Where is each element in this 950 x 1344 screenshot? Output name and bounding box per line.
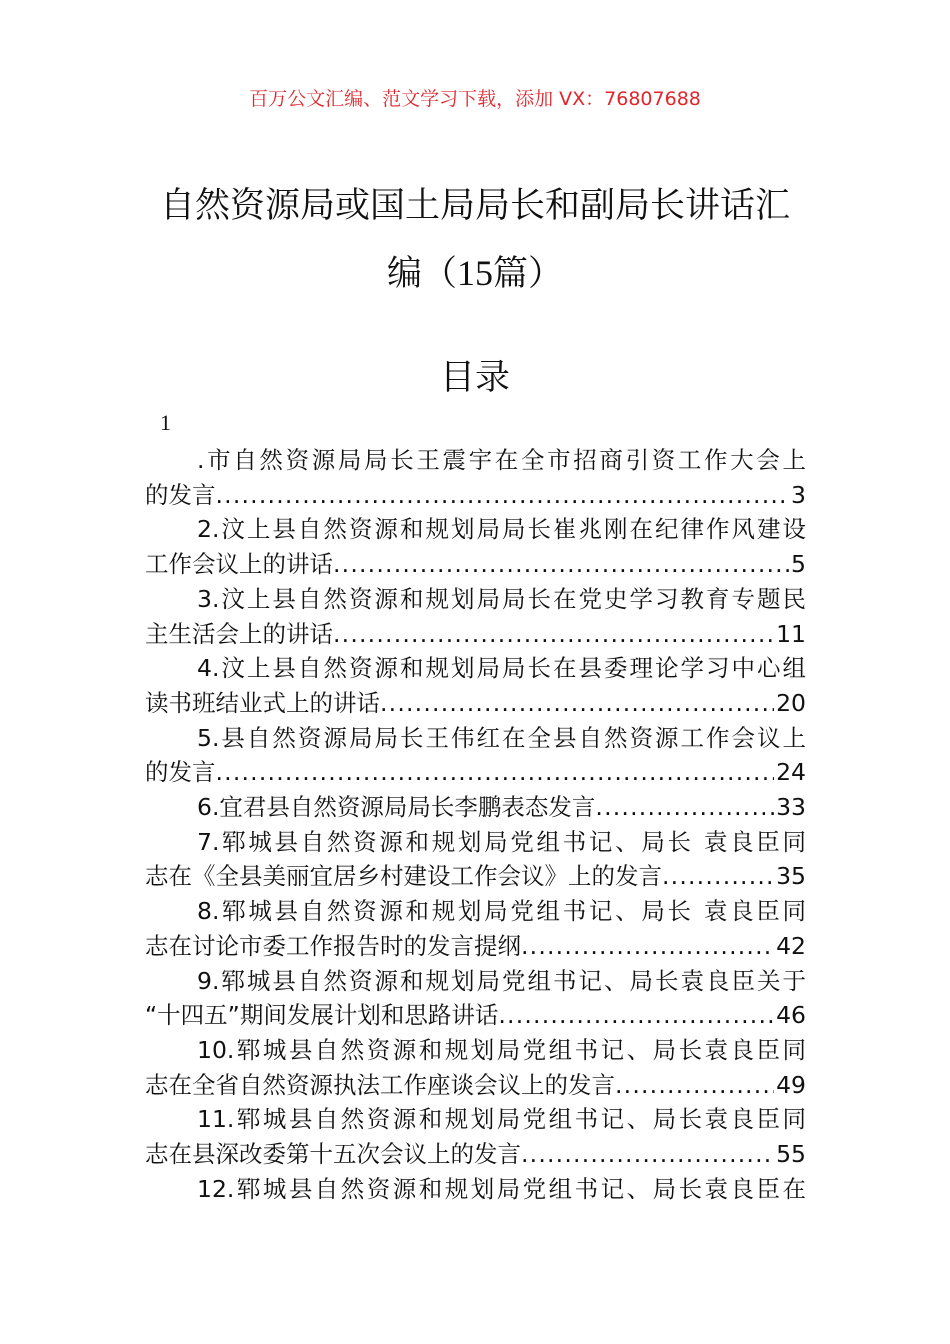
toc-entry-title-rest: 主生活会上的讲话 [145, 619, 333, 648]
toc-entry-title: 3.汶上县自然资源和规划局局长在党史学习教育专题民 [197, 584, 806, 613]
toc-entry-title: 5.县自然资源局局长王伟红在全县自然资源工作会议上 [197, 723, 806, 752]
table-of-contents [145, 443, 806, 1206]
toc-entry-title-rest: 读书班结业式上的讲话 [145, 688, 380, 717]
toc-entry-title: 12.郓城县自然资源和规划局党组书记、局长袁良臣在 [197, 1174, 806, 1203]
page-number: 3 [791, 480, 806, 509]
toc-entry-continuation [145, 617, 806, 652]
stray-number: 1 [160, 410, 171, 435]
dot-leader [216, 755, 775, 790]
toc-entry-title-rest: 的发言 [145, 758, 216, 787]
toc-entry-title: 9.郓城县自然资源和规划局党组书记、局长袁良臣关于 [197, 966, 806, 995]
document-title-line1: 自然资源局或国土局局长和副局长讲话汇 [159, 186, 790, 226]
page-number: 11 [776, 619, 806, 648]
toc-entry-continuation [145, 859, 806, 894]
toc-entry-continuation [145, 1137, 806, 1172]
dot-leader [662, 859, 774, 894]
toc-entry[interactable] [145, 512, 806, 581]
toc-entry-title-rest: “十四五”期间发展计划和思路讲话 [145, 1001, 499, 1030]
toc-entry-title-rest: 志在讨论市委工作报告时的发言提纲 [145, 931, 521, 960]
page-number: 35 [776, 862, 806, 891]
toc-entry-title: 7.郓城县自然资源和规划局党组书记、局长 袁良臣同 [197, 827, 806, 856]
page-number: 33 [776, 793, 806, 822]
dot-leader [333, 547, 789, 582]
page-number: 55 [776, 1140, 806, 1169]
toc-heading: 目录 [439, 358, 510, 398]
toc-entry-title: 11.郓城县自然资源和规划局党组书记、局长袁良臣同 [197, 1105, 806, 1134]
toc-entry-continuation [145, 998, 806, 1033]
toc-entry[interactable] [145, 1172, 806, 1207]
dot-leader [333, 617, 774, 652]
toc-entry[interactable] [145, 582, 806, 651]
toc-entry[interactable] [145, 790, 806, 825]
toc-entry[interactable] [145, 1102, 806, 1171]
page-number: 49 [776, 1070, 806, 1099]
toc-entry[interactable] [145, 825, 806, 894]
toc-entry-title: 8.郓城县自然资源和规划局党组书记、局长 袁良臣同 [197, 897, 806, 926]
title-suffix: 篇） [493, 254, 564, 294]
toc-entry-title: .市自然资源局局长王震宇在全市招商引资工作大会上 [197, 446, 806, 474]
page-number: 5 [791, 550, 806, 579]
toc-entry-title-rest: 的发言 [145, 480, 216, 509]
toc-entry[interactable] [145, 1033, 806, 1102]
watermark-header: 百万公文汇编、范文学习下载，添加 VX：76807688 [249, 88, 701, 110]
dot-leader [498, 998, 774, 1033]
toc-entry-continuation [145, 547, 806, 582]
toc-entry-title-rest: 志在《全县美丽宜居乡村建设工作会议》上的发言 [145, 862, 662, 891]
title-count: 15 [457, 253, 493, 293]
toc-entry-continuation [145, 1068, 806, 1103]
toc-entry-title: 4.汶上县自然资源和规划局局长在县委理论学习中心组 [197, 654, 806, 683]
document-title-line2 [0, 246, 950, 296]
page-number: 20 [776, 688, 806, 717]
title-prefix: 编（ [386, 254, 457, 294]
toc-entry-continuation [145, 755, 806, 790]
toc-entry-title: 10.郓城县自然资源和规划局党组书记、局长袁良臣同 [197, 1035, 806, 1064]
toc-entry-title-rest: 志在全省自然资源执法工作座谈会议上的发言 [145, 1070, 615, 1099]
dot-leader [521, 1137, 774, 1172]
toc-entry-title: 6.宜君县自然资源局局长李鹏表态发言 [197, 793, 596, 822]
toc-entry[interactable] [145, 964, 806, 1033]
toc-entry[interactable] [145, 651, 806, 720]
dot-leader [595, 790, 774, 825]
toc-entry[interactable] [145, 894, 806, 963]
dot-leader [615, 1068, 774, 1103]
page-number: 24 [776, 758, 806, 787]
toc-entry-continuation [145, 478, 806, 513]
toc-entry-continuation [145, 929, 806, 964]
dot-leader [216, 478, 790, 513]
toc-entry-title: 2.汶上县自然资源和规划局局长崔兆刚在纪律作风建设 [197, 515, 806, 544]
page-number: 42 [776, 931, 806, 960]
toc-entry-continuation [145, 686, 806, 721]
toc-entry-title-rest: 工作会议上的讲话 [145, 550, 333, 579]
toc-entry[interactable] [145, 721, 806, 790]
toc-entry[interactable] [145, 443, 806, 512]
page-number: 46 [776, 1001, 806, 1030]
dot-leader [380, 686, 774, 721]
toc-entry-title-rest: 志在县深改委第十五次会议上的发言 [145, 1140, 521, 1169]
dot-leader [521, 929, 774, 964]
toc-entry-line [145, 790, 806, 825]
